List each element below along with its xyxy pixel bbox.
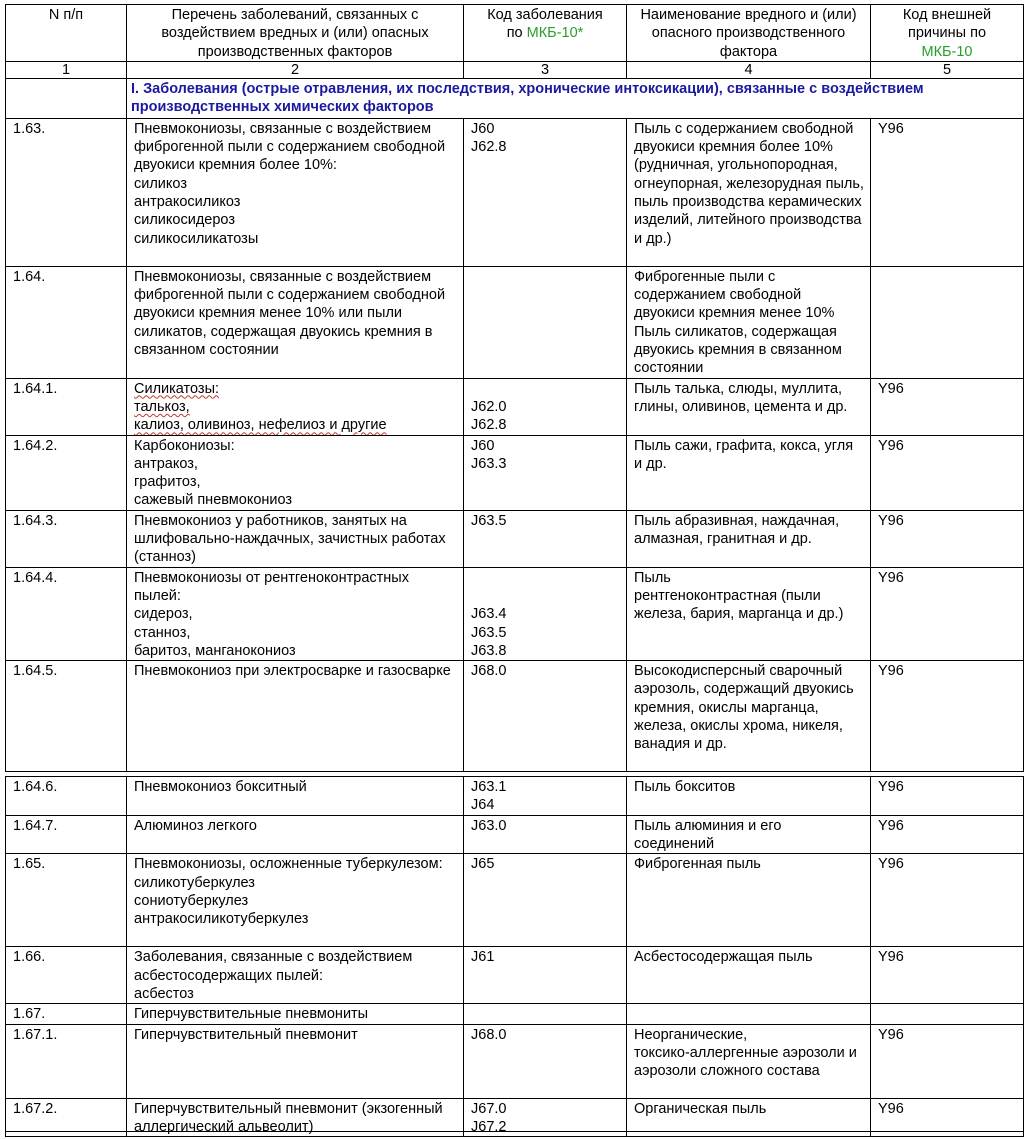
disease-code: J63.0 xyxy=(464,815,627,854)
factor-name: Фиброгенная пыль xyxy=(627,854,871,947)
external-cause-code xyxy=(871,1004,1024,1024)
row-number: 1.63. xyxy=(6,118,127,266)
disease-name: Пневмокониозы, связанные с воздействием фиброгенной пыли с содержанием свободной двуокиси кремния более 10%: силикоз антракосиликоз силикосидероз силикосиликатозы xyxy=(127,118,464,266)
factor-name: Фиброгенные пыли с содержанием свободной двуокиси кремния менее 10% Пыль силикатов, содержащая двуокись кремния в связанном состоянии xyxy=(627,266,871,378)
external-cause-code: Y96 xyxy=(871,378,1024,435)
table-row xyxy=(6,947,1024,1004)
disease-name: Пневмокониоз при электросварке и газосварке xyxy=(127,661,464,772)
row-number: 1.64.7. xyxy=(6,815,127,854)
row-number: 1.67. xyxy=(6,1004,127,1024)
external-cause-code: Y96 xyxy=(871,510,1024,567)
disease-code: J61 xyxy=(464,947,627,1004)
disease-name: Пневмокониоз у работников, занятых на шлифовально-наждачных, зачистных работах (станноз) xyxy=(127,510,464,567)
external-cause-code: Y96 xyxy=(871,1024,1024,1098)
row-number: 1.64.4. xyxy=(6,567,127,660)
factor-name: Пыль сажи, графита, кокса, угля и др. xyxy=(627,435,871,510)
header-number: N п/п xyxy=(6,5,127,62)
row-number: 1.64. xyxy=(6,266,127,378)
section-title: I. Заболевания (острые отравления, их последствия, хронические интоксикации), связанные с воздействием производственных химических факторов xyxy=(127,78,1024,118)
table-row xyxy=(6,118,1024,266)
row-number: 1.66. xyxy=(6,947,127,1004)
factor-name: Асбестосодержащая пыль xyxy=(627,947,871,1004)
disease-name: Алюминоз легкого xyxy=(127,815,464,854)
disease-name: Пневмокониоз бокситный xyxy=(127,777,464,816)
column-number: 5 xyxy=(871,61,1024,78)
header-ext-text: Код внешней причины по xyxy=(902,7,992,42)
factor-name: Пыль бокситов xyxy=(627,777,871,816)
header-disease-code xyxy=(464,5,627,62)
disease-code: J60 J63.3 xyxy=(464,435,627,510)
disease-code: J68.0 xyxy=(464,661,627,772)
row-number: 1.64.3. xyxy=(6,510,127,567)
table-row xyxy=(6,854,1024,947)
table-row xyxy=(6,266,1024,378)
row-number: 1.64.1. xyxy=(6,378,127,435)
disease-name: Пневмокониозы от рентгеноконтрастных пылей: сидероз, станноз, баритоз, манганокониоз xyxy=(127,567,464,660)
disease-name: Гиперчувствительные пневмониты xyxy=(127,1004,464,1024)
external-cause-code: Y96 xyxy=(871,435,1024,510)
table-row xyxy=(6,510,1024,567)
factor-name: Неорганические, токсико-аллергенные аэрозоли и аэрозоли сложного состава xyxy=(627,1024,871,1098)
factor-name: Пыль талька, слюды, муллита, глины, оливинов, цемента и др. xyxy=(627,378,871,435)
table-row xyxy=(6,1024,1024,1098)
disease-code: J67.0 J67.2 xyxy=(464,1098,627,1137)
external-cause-code: Y96 xyxy=(871,1098,1024,1137)
disease-code xyxy=(464,266,627,378)
table-row xyxy=(6,1004,1024,1024)
header-external-cause xyxy=(871,5,1024,62)
disease-code: J60 J62.8 xyxy=(464,118,627,266)
table-row xyxy=(6,435,1024,510)
header-code-prefix: по xyxy=(506,25,527,42)
external-cause-code xyxy=(871,266,1024,378)
table-row xyxy=(6,777,1024,816)
mkb10-link-2[interactable]: МКБ-10 xyxy=(921,43,973,60)
external-cause-code: Y96 xyxy=(871,854,1024,947)
table-row xyxy=(6,661,1024,772)
row-number: 1.67.1. xyxy=(6,1024,127,1098)
table-row xyxy=(6,567,1024,660)
header-code-text: Код заболевания xyxy=(487,7,603,23)
disease-code: J63.4 J63.5 J63.8 xyxy=(464,567,627,660)
header-factor-name: Наименование вредного и (или) опасного производственного фактора xyxy=(627,5,871,62)
disease-name: Карбокониозы: антракоз, графитоз, сажевый пневмокониоз xyxy=(127,435,464,510)
external-cause-code: Y96 xyxy=(871,118,1024,266)
external-cause-code: Y96 xyxy=(871,815,1024,854)
external-cause-code: Y96 xyxy=(871,567,1024,660)
table-row xyxy=(6,378,1024,435)
mkb10-link[interactable]: МКБ-10* xyxy=(526,25,584,42)
disease-code: J68.0 xyxy=(464,1024,627,1098)
row-number: 1.64.2. xyxy=(6,435,127,510)
occupational-diseases-table xyxy=(5,4,1024,1137)
factor-name: Пыль абразивная, наждачная, алмазная, гранитная и др. xyxy=(627,510,871,567)
column-number-row xyxy=(6,61,1024,78)
external-cause-code: Y96 xyxy=(871,661,1024,772)
table-row xyxy=(6,815,1024,854)
factor-name: Пыль алюминия и его соединений xyxy=(627,815,871,854)
factor-name: Органическая пыль xyxy=(627,1098,871,1137)
external-cause-code: Y96 xyxy=(871,777,1024,816)
header-disease-list: Перечень заболеваний, связанных с воздействием вредных и (или) опасных производственных факторов xyxy=(127,5,464,62)
disease-code xyxy=(464,1004,627,1024)
factor-name: Высокодисперсный сварочный аэрозоль, содержащий двуокись кремния, окислы марганца, железа, окислы хрома, никеля, ванадия и др. xyxy=(627,661,871,772)
disease-code: J62.0 J62.8 xyxy=(464,378,627,435)
disease-code: J65 xyxy=(464,854,627,947)
column-number: 1 xyxy=(6,61,127,78)
row-number: 1.64.6. xyxy=(6,777,127,816)
factor-name: Пыль рентгеноконтрастная (пыли железа, бария, марганца и др.) xyxy=(627,567,871,660)
disease-name: Пневмокониозы, связанные с воздействием фиброгенной пыли с содержанием свободной двуокиси кремния менее 10% или пыли силикатов, содержащая двуокись кремния в связанном состоянии xyxy=(127,266,464,378)
column-number: 4 xyxy=(627,61,871,78)
factor-name xyxy=(627,1004,871,1024)
disease-name: Пневмокониозы, осложненные туберкулезом: силикотуберкулез сониотуберкулез антракосиликотуберкулез xyxy=(127,854,464,947)
disease-name: Силикатозы: талькоз, калиоз, оливиноз, нефелиоз и другие xyxy=(127,378,464,435)
section-empty-cell xyxy=(6,78,127,118)
disease-name: Заболевания, связанные с воздействием асбестосодержащих пылей: асбестоз xyxy=(127,947,464,1004)
disease-code: J63.1 J64 xyxy=(464,777,627,816)
row-number: 1.64.5. xyxy=(6,661,127,772)
column-number: 2 xyxy=(127,61,464,78)
section-row xyxy=(6,78,1024,118)
factor-name: Пыль с содержанием свободной двуокиси кремния более 10% (рудничная, угольнопородная, огнеупорная, железорудная пыль, пыль производства керамических изделий, литейного производства и др.) xyxy=(627,118,871,266)
external-cause-code: Y96 xyxy=(871,947,1024,1004)
disease-code: J63.5 xyxy=(464,510,627,567)
row-number: 1.67.2. xyxy=(6,1098,127,1137)
disease-name: Гиперчувствительный пневмонит (экзогенный аллергический альвеолит) xyxy=(127,1098,464,1137)
column-number: 3 xyxy=(464,61,627,78)
header-row xyxy=(6,5,1024,62)
disease-name: Гиперчувствительный пневмонит xyxy=(127,1024,464,1098)
row-number: 1.65. xyxy=(6,854,127,947)
